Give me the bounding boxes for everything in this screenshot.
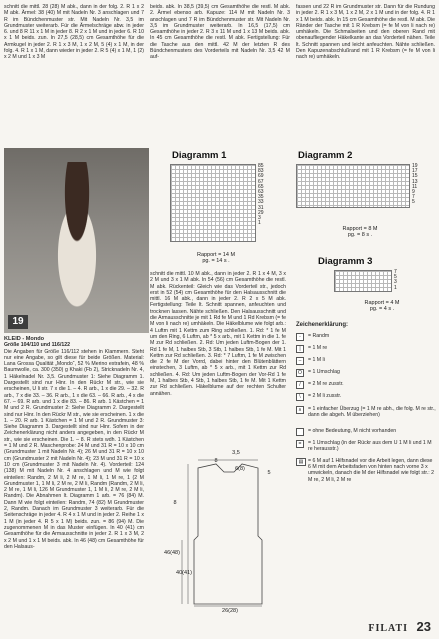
legend-text: = 1 M re (308, 345, 328, 351)
diagram-3-grid (334, 270, 392, 292)
text-col1-main (4, 336, 144, 618)
legend-symbol: ∧ (296, 406, 304, 414)
paragraph: beids. abk. In 38,5 (39,5) cm Gesamthöhe die restl. M abk. 2. Ärmel ebenso arb. Kapuze: 114 M mit Nadeln Nr. 3 anschlagen und 7 R im Bündchenmuster str. Mit Nadeln Nr. 3,5 im Grundmuster weiterarb. In 16,5 (17,5) cm Gesamthöhe in jeder 2. R 3 x 11 M und 1 x 13 M beids. abk. In 45 cm Gesamthöhe die restl. M abk. Fertigstellung: Für die Tasche aus den mittl. 42 M der letzten R des Bündchenmusters des Vorderteils mit Nadeln Nr. 3,5 42 M auf- (150, 4, 290, 61)
legend-symbol: – (296, 357, 304, 365)
legend-text: = 1 einfacher Überzug (= 1 M re abh., die folg. M re str., dann die abgeh. M überziehen) (308, 406, 436, 419)
rapport-pg: pg. = 14 s . (202, 258, 230, 264)
schnitt-label-top-b: 8 (214, 458, 218, 464)
schnitt-label-side-c: 40(41) (176, 570, 192, 576)
row-number: 5 (412, 199, 415, 206)
diagram-2-rows (412, 164, 426, 206)
schnitt-label-small: 5 (267, 470, 271, 476)
diagram-1-title: Diagramm 1 (172, 150, 227, 161)
row-number: 13 (412, 178, 418, 185)
legend-symbol: O (296, 369, 304, 377)
row-number: 65 (258, 183, 264, 190)
pattern-heading: KLEID - Mondo (4, 336, 45, 342)
row-number: 7 (412, 194, 415, 201)
rapport-label: Rapport = 14 M (196, 252, 236, 258)
paragraph: fassen und 22 R im Grundmuster str. Dann für die Rundung in jeder 2. R 1 x 3 M, 1 x 2 M, 2 x 1 M und in der folg. 4. R 1 x 1 M beids. abk. In 15 cm Gesamthöhe die restl. M abk. Die Ränder der Tasche mit 1 R Krebsm (= fe M von li nach re) umhäkeln. Die Schmalseiten und den oberen Rand mit obenaufliegender Häkelkante an das Vorderteil nähen. Teile lt. Schnitt spannen und leicht anfeuchten. Nähte schließen. Den Kapuzenabschlußrand mit 1 R Krebsm (= fe M von li nach re) umhäkeln. (296, 4, 435, 61)
row-number: 33 (258, 199, 264, 206)
photo-number: 19 (8, 315, 28, 329)
legend-symbol (296, 428, 304, 436)
row-number: 63 (258, 189, 264, 196)
legend-text: = 2 M li zusstr. (308, 393, 342, 399)
legend-symbol: ▤ (296, 458, 306, 466)
schnitt-label-top-c: 6(8) (235, 466, 245, 472)
legend-symbol: / (296, 381, 304, 389)
paragraph: Die Angaben für Größe 116/112 stehen in Klammern. Steht nur eine Angabe, so gilt diese für beide Größen. Material: Lana Grossa Qualität „Mondo“, 52 % Merino extrafein, 48 % Baumwolle, ca. 300 (350) g Khaki (Fb 2), Stricknadeln Nr. 4, 1 Häkelnadel Nr. 3,5. Grundmuster 1: Siehe Diagramm 1. Dargestellt sind nur Hinr. In den Rückr M str., wie sie erscheinen, U li str. 7 x die 1. – 4. R arb., 1 x die 29. – 32. R arb., 7 x die 33. – 36. R arb., 1 x die 63. – 66. R arb., 4 x die 67. – 69. R arb. und 1 x die 83. – 86. R arb. 1 Kästchen = 1 M und 2 R. Grundmuster 2: Siehe Diagramm 2. Dargestellt sind nur Hinr. In den Rückr M str., wie sie erscheinen. 1 x die 1. – 20. R arb. 1 Kästchen = 1 M und 2 R. Grundmuster 3: Siehe Diagramm 3. Dargestellt sind nur Hinr. Sofern in der Zeichenerklärung nicht anders angegeben, in den Rückr M str., wie sie erscheinen. Die 1. – 8. R stets wdh. 1 Kästchen = 1 M und 2 R. Maschenprobe: 24 M und 31 R = 10 x 10 cm (Grundmuster 1 mit Nadeln Nr. 4); 26 M und 31 R = 10 x 10 cm (Grundmuster 2 mit Nadeln Nr. 4); 23 M und 31 R = 10 x 10 cm (Grundmuster 3 mit Nadeln Nr. 4). Vorderteil: 124 (138) M mit Nadeln Nr. 4 anschlagen und M wie folgt einteilen: Randm, 2 M li, 2 M re, 1 M li, 1 M re, 1 (2 M Grundmuster 1, 1 M li, 2 M re, 2 M li, Randm (Randm, 2 M li, 2 M re, 1 M li, 126 M Grundmuster 1, 1 M li, 2 M re, 2 M li, Randm). Die Abnahmen lt. Diagramm 1 arb. = 76 (84) M. Dann M wie folgt einteilen: Randm, 74 (82) M Grundmuster 2, Randm. Danach im Grundmuster 3 weiterarb. Für die Seitenschräge in jeder 4. R 4 x 1 M und in jeder 2. Reihe 1 x 1 M (in jeder 4. R 5 x 1 M) beids. zun. = 86 (94) M. Die zugenommenen M in das Muster einfügen. In 40 (41) cm Gesamthöhe für die Armausschnitte in jeder 2. R 1 x 3 M, 2 x 2 M und 1 x 1 M beids. abk. In 46 (48) cm Gesamthöhe für den Halsaus- (4, 348, 144, 550)
legend-text: = ohne Bedeutung, M nicht vorhanden (308, 428, 397, 434)
row-number: 83 (258, 168, 264, 175)
rapport-label: Rapport = 4 M (364, 300, 400, 306)
diagram-1-rapport (176, 252, 256, 264)
row-number: 15 (412, 173, 418, 180)
photo (4, 148, 149, 333)
magazine-brand: FILATI (368, 623, 409, 634)
diagram-3-rows (394, 270, 404, 291)
row-number: 67 (258, 178, 264, 185)
diagram-1-grid (170, 164, 256, 242)
legend-text: = 1 Umschlag (308, 369, 340, 375)
legend-symbol: = (296, 440, 304, 448)
row-number: 35 (258, 194, 264, 201)
row-number: 17 (412, 168, 418, 175)
schnitt-label-side-a: 8 (173, 500, 177, 506)
schnitt-label-side-b: 46(48) (164, 550, 180, 556)
diagram-2-rapport (330, 226, 390, 238)
row-number: 5 (394, 274, 397, 281)
legend-text: = Randm (308, 333, 330, 339)
row-number: 7 (394, 269, 397, 275)
legend-symbol: | (296, 345, 304, 353)
row-number: 3 (258, 215, 261, 222)
page-number: 23 (416, 619, 431, 634)
row-number: 3 (394, 279, 397, 286)
row-number: 1 (258, 220, 261, 227)
diagram-1-rows (258, 164, 272, 226)
diagram-3-title: Diagramm 3 (318, 256, 373, 267)
row-number: 69 (258, 173, 264, 180)
rapport-pg: pg. = 8 s . (347, 232, 373, 238)
page-footer (368, 618, 431, 636)
legend-symbol: ◦ (296, 333, 304, 341)
legend-title: Zeichenerklärung: (296, 322, 349, 328)
diagram-3-rapport (352, 300, 412, 312)
text-col3-top (296, 4, 435, 140)
legend-text: = 2 M re zusstr. (308, 381, 344, 387)
row-number: 11 (412, 183, 418, 190)
row-number: 9 (412, 189, 415, 196)
row-number: 19 (412, 163, 418, 169)
legend-symbol: \ (296, 393, 304, 401)
paragraph: schnitt die mittl. 28 (28) M abk., dann in der folg. 2. R 1 x 2 M abk. Ärmel: 38 (40) M mit Nadeln Nr. 3 anschlagen und 7 R im Bündchenmuster str. Mit Nadeln Nr. 3,5 im Grundmuster weiterarb. Für die Ärmelschräge abw. in jeder 6. und 8 R 11 x 1 M in jeder 8. R 2 x 1 M und in jeder 6. R 10 x 1 M beids. zun. In 27,5 (28,5) cm Gesamthöhe für die Armkugel in jeder 2. R 1 x 3 M, 1 x 2 M, 5 (4) x 1 M, in der folg. 4. R 1 x 1 M, dann wieder in jeder 2. R 5 (4) x 1 M, 1 (2) x 2 M und 1 x 3 M (4, 4, 144, 61)
legend-text: = 1 M li (308, 357, 325, 363)
row-number: 1 (394, 284, 397, 291)
row-number: 29 (258, 209, 264, 216)
model-figure (42, 162, 112, 332)
legend-text: = 1 Umschlag (in der Rückr aus dem U 1 M li und 1 M re herausstr.) (308, 440, 432, 453)
schnitt-label-bottom: 26(28) (222, 608, 238, 614)
paragraph: schnitt die mittl. 10 M abk., dann in jeder 2. R 1 x 4 M, 3 x 2 M und 3 x 1 M abk. In 54 (56) cm Gesamthöhe die restl. M abk. Rückenteil: Gleich wie das Vorderteil str., jedoch erst in 52 (54) cm Gesamthöhe für den Halsausschnitt die mittl. 16 M abk., dann in jeder 2. R 2 x 5 M abk. Fertigstellung: Teile lt. Schnitt spannen, anfeuchten und trocknen lassen. Nähte schließen. Den Halsausschnitt und die Armausschnitte je mit 1 Rd fe M und 1 Rd Krebsm (= fe M von li nach re) umhäkeln. Die Häkelblume wie folgt arb.: 4 Luftm mit 1 Kettm zum Ring schließen. 1. Rd: * 1 fe M um den Ring, 6 Luftm, ab * 5 x arb., mit 1 Kettm in die 1. fe M zur Rd schließen. 2. Rd: Um jeden Luftm-Bogen der 1. Rd 1 fe M, 1 halbes Stb, 3 Stb, 1 halbes Stb, 1 fe M. Mit 1 Kettm zur Rd schließen. 3. Rd: * 7 Luftm, 1 fe M zwischen die 2 fe M der Vorrd, dabei hinter den Blütenblättern einstechen, 3 Luftm, ab * 5 x arb., mit 1 Kettm zur Rd schließen. 4. Rd: Um jeden Luftm-Bogen der Vor-Rd 1 fe M, 1 halbes Stb, 4 Stb, 1 halbes Stb, 1 fe M. Mit 1 Kettm zur Rd schließen. Häkelblume auf der rechten Schulter annähen. (150, 271, 286, 397)
diagram-2-grid (296, 164, 410, 208)
legend-text: = 6 M auf 1 Hilfsnadel vor die Arbeit legen, dann diese 6 M mit dem Arbeitsfaden von hinten nach vorne 3 x umwickeln, danach die M der Hilfsnadel wie folgt str.: 2 M re, 2 M li, 2 M re (308, 458, 434, 483)
rapport-pg: pg. = 4 s . (369, 306, 395, 312)
diagram-2-title: Diagramm 2 (298, 150, 353, 161)
row-number: 31 (258, 204, 264, 211)
text-col1-top (4, 4, 144, 140)
rapport-label: Rapport = 8 M (342, 226, 378, 232)
pattern-size: Größe 104/110 und 116/122 (4, 342, 71, 349)
text-col2-top (150, 4, 290, 140)
row-number: 85 (258, 163, 264, 169)
schnitt-label-top-a: 3,5 (232, 450, 240, 456)
dress-outline (180, 458, 276, 608)
